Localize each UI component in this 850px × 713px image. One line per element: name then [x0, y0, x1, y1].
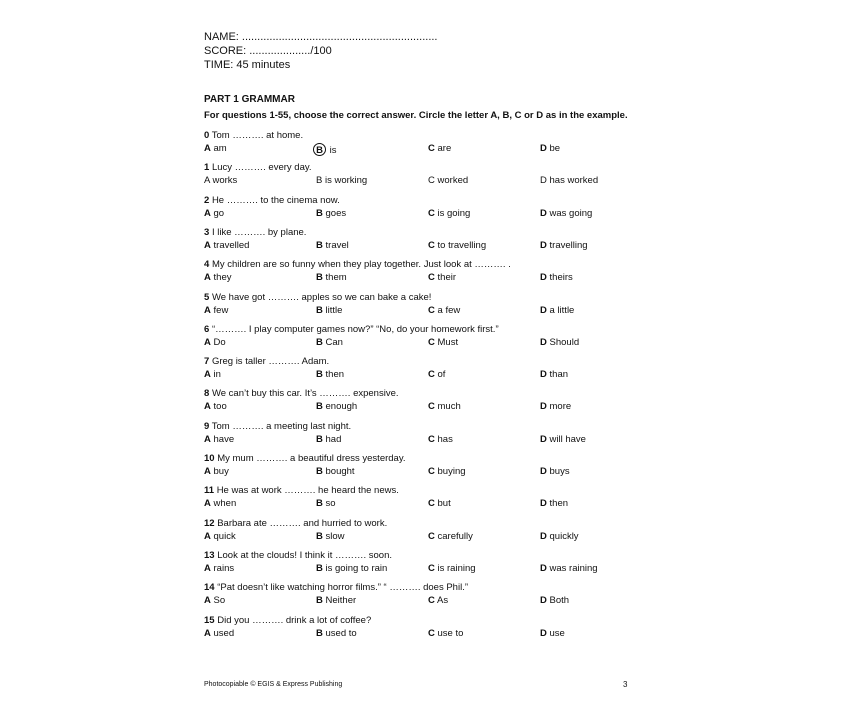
option-a[interactable] [204, 563, 234, 574]
option-a[interactable] [204, 531, 236, 542]
option-text: is raining [437, 562, 476, 574]
question-number: 7 [204, 356, 210, 368]
option-text: a few [437, 304, 461, 316]
question-text: Tom ………. at home. [211, 130, 304, 141]
option-d[interactable] [540, 175, 598, 186]
option-letter: C [428, 595, 435, 607]
option-letter: C [428, 207, 435, 219]
time-line: TIME: 45 minutes [204, 59, 291, 71]
option-text: when [213, 498, 237, 510]
option-letter: A [204, 207, 211, 219]
option-text: goes [325, 207, 347, 219]
question-text: Greg is taller ………. Adam. [211, 356, 330, 368]
question-item [204, 518, 644, 548]
option-text: are [437, 143, 452, 154]
option-d[interactable] [540, 401, 571, 412]
option-text: was going [549, 207, 593, 219]
option-letter: D [540, 175, 547, 187]
option-text: theirs [549, 272, 573, 284]
question-item [204, 130, 644, 160]
option-text: had [325, 433, 342, 445]
option-a[interactable] [204, 369, 221, 380]
option-text: works [212, 175, 238, 187]
option-letter: B [316, 239, 323, 251]
option-a[interactable] [204, 401, 227, 412]
option-text: So [213, 595, 226, 607]
option-letter: B [316, 207, 323, 219]
option-letter: A [204, 272, 211, 284]
option-letter: A [204, 562, 211, 574]
question-number: 0 [204, 130, 210, 141]
question-number: 15 [204, 614, 215, 626]
option-letter: B [316, 530, 323, 542]
question-stem [204, 227, 306, 238]
question-stem [204, 356, 329, 367]
option-a[interactable] [204, 143, 227, 154]
option-text: much [437, 401, 461, 413]
option-letter: A [204, 433, 211, 445]
option-text: has worked [549, 175, 599, 187]
option-d[interactable] [540, 305, 574, 316]
question-number: 6 [204, 323, 210, 335]
option-letter: B [316, 466, 323, 477]
option-a[interactable] [204, 595, 225, 606]
question-item [204, 324, 644, 354]
option-letter: D [540, 304, 547, 316]
option-letter: B [316, 595, 323, 607]
option-text: to travelling [437, 239, 487, 251]
option-b[interactable] [316, 434, 341, 445]
option-letter: D [540, 466, 547, 477]
option-text: few [213, 304, 229, 316]
question-stem [204, 195, 340, 206]
score-field-line: SCORE: ..................../100 [204, 45, 332, 57]
question-number: 2 [204, 194, 210, 206]
option-c[interactable] [428, 466, 466, 477]
option-letter: D [540, 498, 547, 510]
option-letter: C [428, 369, 435, 381]
question-number: 13 [204, 549, 215, 561]
option-c[interactable] [428, 369, 445, 380]
question-text: “………. I play computer games now?” “No, do your homework first.” [211, 323, 499, 335]
question-text: Tom ………. a meeting last night. [211, 420, 352, 432]
name-field-line: NAME: ................................................................ [204, 31, 438, 43]
option-letter: A [204, 336, 211, 348]
option-letter: C [428, 175, 435, 187]
footer-copyright: Photocopiable © EGIS & Express Publishing [204, 681, 343, 688]
option-b[interactable] [316, 498, 336, 509]
option-letter: B [316, 369, 323, 381]
question-number: 11 [204, 485, 215, 497]
option-d[interactable] [540, 143, 560, 154]
option-text: use [549, 627, 565, 639]
option-c[interactable] [428, 563, 476, 574]
option-text: buys [549, 466, 570, 477]
option-letter: D [540, 336, 547, 348]
question-item [204, 356, 644, 386]
option-letter: A [204, 369, 211, 381]
option-b[interactable] [316, 175, 367, 186]
page-number: 3 [623, 680, 628, 689]
option-letter: C [428, 498, 435, 510]
option-b[interactable] [316, 531, 345, 542]
option-letter: D [540, 272, 547, 284]
question-item [204, 582, 644, 612]
option-text: As [437, 595, 449, 607]
option-a[interactable] [204, 337, 226, 348]
option-text: will have [549, 433, 586, 445]
question-text: We have got ………. apples so we can bake a cake! [211, 291, 432, 303]
option-d[interactable] [540, 498, 568, 509]
option-letter: C [428, 272, 435, 284]
option-c[interactable] [428, 305, 460, 316]
option-text: Neither [325, 595, 357, 607]
option-text: so [325, 498, 336, 510]
option-d[interactable] [540, 434, 586, 445]
option-text: a little [549, 304, 575, 316]
option-letter: C [428, 304, 435, 316]
question-stem [204, 388, 399, 399]
option-letter: A [204, 239, 211, 251]
part-title: PART 1 GRAMMAR [204, 94, 295, 105]
option-c[interactable] [428, 272, 456, 283]
question-number: 4 [204, 259, 210, 271]
option-c[interactable] [428, 401, 461, 412]
option-letter: D [540, 143, 547, 154]
question-item [204, 615, 644, 645]
option-b[interactable] [316, 466, 355, 477]
question-number: 8 [204, 388, 210, 400]
option-b[interactable] [316, 595, 356, 606]
option-letter: B [316, 304, 323, 316]
question-number: 14 [204, 582, 215, 594]
option-b[interactable] [316, 337, 343, 348]
question-item [204, 550, 644, 580]
option-b[interactable] [316, 208, 346, 219]
option-letter: B [316, 175, 323, 187]
question-stem [204, 485, 399, 496]
question-text: We can’t buy this car. It’s ………. expensive. [211, 388, 399, 400]
option-a[interactable] [204, 466, 229, 477]
question-number: 10 [204, 453, 215, 464]
option-letter: C [428, 530, 435, 542]
option-c[interactable] [428, 337, 458, 348]
option-text: rains [213, 562, 235, 574]
question-stem [204, 162, 312, 173]
option-b[interactable] [316, 143, 337, 156]
option-text: their [437, 272, 456, 284]
option-letter: C [428, 433, 435, 445]
question-item [204, 453, 644, 483]
option-a[interactable] [204, 240, 249, 251]
option-letter: D [540, 562, 547, 574]
option-b[interactable] [316, 369, 344, 380]
option-letter: A [204, 401, 211, 413]
option-letter: B [316, 562, 323, 574]
option-letter: B [316, 336, 323, 348]
option-c[interactable] [428, 143, 451, 154]
option-b[interactable] [316, 563, 387, 574]
question-text: Did you ………. drink a lot of coffee? [217, 614, 372, 626]
option-text: quickly [549, 530, 579, 542]
option-letter: B [316, 627, 323, 639]
option-text: Do [213, 336, 226, 348]
option-text: was raining [549, 562, 598, 574]
option-text: be [549, 143, 561, 154]
question-text: I like ………. by plane. [211, 226, 307, 238]
option-text: slow [325, 530, 345, 542]
option-d[interactable] [540, 628, 565, 639]
option-a[interactable] [204, 175, 237, 186]
question-stem [204, 550, 392, 561]
option-letter: D [540, 207, 547, 219]
option-letter: A [204, 595, 211, 607]
option-text: travelled [213, 239, 250, 251]
question-item [204, 162, 644, 192]
question-number: 12 [204, 517, 215, 529]
option-text: is [329, 145, 337, 156]
option-letter: D [540, 433, 547, 445]
option-text: they [213, 272, 232, 284]
option-text: has [437, 433, 453, 445]
option-text: worked [437, 175, 469, 187]
option-text: of [437, 369, 446, 381]
option-text: but [437, 498, 451, 510]
option-text: bought [325, 466, 355, 477]
circled-answer-letter: B [313, 143, 326, 156]
question-text: He was at work ………. he heard the news. [216, 485, 399, 497]
question-number: 3 [204, 226, 210, 238]
question-text: Lucy ………. every day. [211, 162, 312, 174]
option-text: then [325, 369, 345, 381]
option-c[interactable] [428, 498, 451, 509]
question-item [204, 388, 644, 418]
option-letter: C [428, 627, 435, 639]
question-text: My children are so funny when they play together. Just look at ………. . [211, 259, 511, 271]
option-d[interactable] [540, 208, 592, 219]
option-text: then [549, 498, 569, 510]
option-a[interactable] [204, 628, 234, 639]
option-text: used to [325, 627, 357, 639]
question-item [204, 195, 644, 225]
question-stem [204, 453, 406, 464]
option-letter: A [204, 304, 211, 316]
option-letter: A [204, 143, 211, 154]
option-d[interactable] [540, 466, 570, 477]
question-item [204, 421, 644, 451]
option-text: is going [437, 207, 471, 219]
option-text: enough [325, 401, 358, 413]
option-c[interactable] [428, 175, 468, 186]
option-text: buying [437, 466, 466, 477]
option-a[interactable] [204, 305, 228, 316]
option-text: used [213, 627, 235, 639]
question-item [204, 292, 644, 322]
option-letter: C [428, 562, 435, 574]
question-text: He ………. to the cinema now. [211, 194, 340, 206]
question-stem [204, 421, 351, 432]
question-stem [204, 292, 431, 303]
option-b[interactable] [316, 401, 357, 412]
question-item [204, 259, 644, 289]
option-c[interactable] [428, 240, 486, 251]
question-number: 9 [204, 420, 210, 432]
option-letter: D [540, 627, 547, 639]
option-letter: A [204, 498, 211, 510]
option-a[interactable] [204, 208, 224, 219]
question-stem [204, 324, 499, 335]
option-letter: D [540, 239, 547, 251]
option-d[interactable] [540, 240, 588, 251]
question-stem [204, 615, 371, 626]
question-stem [204, 518, 387, 529]
option-a[interactable] [204, 272, 231, 283]
option-text: have [213, 433, 235, 445]
option-d[interactable] [540, 337, 579, 348]
option-a[interactable] [204, 498, 236, 509]
option-text: carefully [437, 530, 473, 542]
option-letter: B [316, 498, 323, 510]
question-stem [204, 130, 303, 141]
option-c[interactable] [428, 628, 463, 639]
option-text: too [213, 401, 227, 413]
option-text: them [325, 272, 347, 284]
question-number: 1 [204, 162, 210, 174]
option-text: use to [437, 627, 464, 639]
option-text: travel [325, 239, 349, 251]
option-letter: D [540, 401, 547, 413]
option-text: Both [549, 595, 570, 607]
option-letter: C [428, 336, 435, 348]
option-letter: D [540, 595, 547, 607]
instructions: For questions 1-55, choose the correct answer. Circle the letter A, B, C or D as in the example. [204, 110, 628, 121]
question-text: Barbara ate ………. and hurried to work. [217, 517, 388, 529]
option-d[interactable] [540, 272, 573, 283]
option-letter: C [428, 401, 435, 413]
option-c[interactable] [428, 434, 453, 445]
option-b[interactable] [316, 305, 342, 316]
option-letter: A [204, 175, 210, 187]
option-c[interactable] [428, 595, 448, 606]
option-c[interactable] [428, 208, 470, 219]
option-text: go [213, 207, 225, 219]
option-letter: A [204, 627, 211, 639]
option-letter: A [204, 530, 211, 542]
option-letter: B [316, 272, 323, 284]
option-b[interactable] [316, 628, 357, 639]
option-text: buy [213, 466, 229, 477]
option-text: am [213, 143, 227, 154]
question-text: “Pat doesn’t like watching horror films.” “ ………. does Phil.” [217, 582, 468, 594]
option-text: more [549, 401, 572, 413]
question-item [204, 485, 644, 515]
option-letter: B [316, 401, 323, 413]
question-text: Look at the clouds! I think it ………. soon. [217, 549, 392, 561]
option-text: little [325, 304, 343, 316]
option-letter: D [540, 369, 547, 381]
option-letter: B [316, 433, 323, 445]
option-text: than [549, 369, 569, 381]
option-text: Must [437, 336, 459, 348]
option-d[interactable] [540, 595, 569, 606]
option-text: travelling [549, 239, 588, 251]
option-a[interactable] [204, 434, 234, 445]
option-c[interactable] [428, 531, 473, 542]
option-text: is going to rain [325, 562, 388, 574]
question-number: 5 [204, 291, 210, 303]
option-text: in [213, 369, 221, 381]
option-b[interactable] [316, 240, 349, 251]
option-text: Can [325, 336, 343, 348]
option-d[interactable] [540, 369, 568, 380]
option-b[interactable] [316, 272, 347, 283]
option-text: is working [324, 175, 368, 187]
question-stem [204, 259, 511, 270]
option-letter: A [204, 466, 211, 477]
option-text: Should [549, 336, 580, 348]
option-letter: C [428, 239, 435, 251]
option-letter: D [540, 530, 547, 542]
option-letter: C [428, 466, 435, 477]
option-letter: C [428, 143, 435, 154]
option-d[interactable] [540, 563, 598, 574]
question-stem [204, 582, 468, 593]
question-text: My mum ………. a beautiful dress yesterday. [217, 453, 406, 464]
question-item [204, 227, 644, 257]
option-text: quick [213, 530, 236, 542]
option-d[interactable] [540, 531, 579, 542]
